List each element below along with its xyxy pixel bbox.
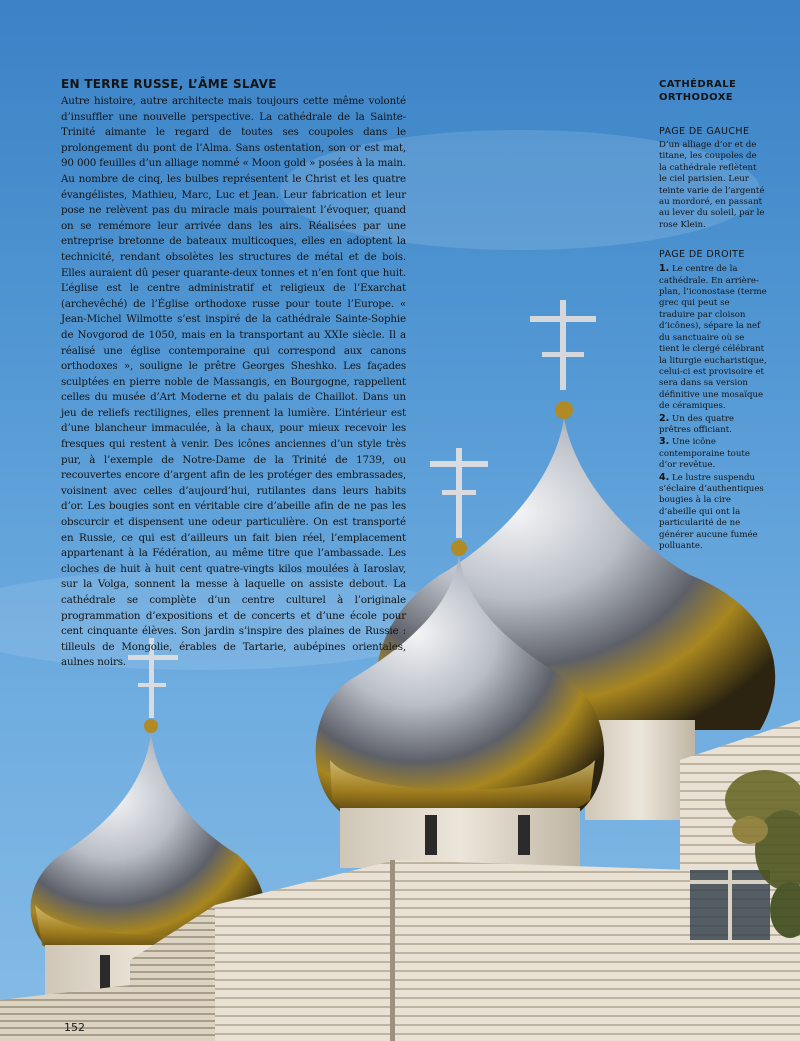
- caption-number: 3.: [659, 436, 670, 448]
- article-column: [61, 76, 406, 671]
- caption-item-4: [659, 472, 767, 553]
- article-body: Autre histoire, autre architecte mais toujours cette même volonté d’insuffler une nouvelle perspective. La cathédrale de la Sainte-Trinité aimante le regard de toutes ses coupoles dans le prolongement du pont de l’Alma. Sans ostentation, son or est mat, 90 000 feuilles d’un alliage nommé « Moon gold » posées à la main. Au nombre de cinq, les bulbes représentent le Christ et les quatre évangélistes, Mathieu, Marc, Luc et Jean. Leur fabrication et leur pose ne relèvent pas du miracle mais pourraient l’évoquer, quand on se remémore leur arrivée dans les airs. Réalisées par une entreprise bretonne de bateaux multicoques, elles en adoptent la technicité, rendant obsolètes les structures de métal et de bois. Elles auraient dû peser quarante-deux tonnes et n’en font que huit. L’église est le centre administratif et religieux de l’Exarchat (archevêché) de l’Église orthodoxe russe pour toute l’Europe. « Jean-Michel Wilmotte s’est inspiré de la cathédrale Sainte-Sophie de Novgorod de 1050, mais en la transportant au XXIe siècle. Il a réalisé une église contemporaine qui correspond aux canons orthodoxes », souligne le prêtre Georges Sheshko. Les façades sculptées en pierre noble de Massangis, en Bourgogne, rappellent celles du musée d’Art Moderne et du palais de Chaillot. Dans un jeu de reliefs rectilignes, elles prennent la lumière. L’intérieur est d’une blancheur immaculée, à la chaux, pour mieux recevoir les fresques qui restent à venir. Des icônes anciennes d’un style très pur, à l’exemple de Notre-Dame de la Trinité de 1739, ou recouvertes encore d’argent afin de les protéger des embrassades, voisinent avec celles d’aujourd’hui, rutilantes dans leurs habits d’or. Les bougies sont en véritable cire d’abeille afin de ne pas les obscurcir et dispensent une odeur particulière. On est transporté en Russie, ce qui est d’ailleurs un fait bien réel, l’emplacement appartenant à la Fédération, au même titre que l’ambassade. Les cloches de huit à huit cent quatre-vingts kilos moulées à Iaroslav, sur la Volga, sonnent la messe à laquelle on assiste debout. La cathédrale se complète d’un centre culturel à l’originale programmation d’expositions et de concerts et d’une école pour cent cinquante élèves. Son jardin s’inspire des plaines de Russie : tilleuls de Mongolie, érables de Tartarie, aubépines orientales, aulnes noirs.: [61, 95, 406, 669]
- caption-text: Un des quatre prêtres officiant.: [659, 413, 735, 435]
- caption-text: Une icône contemporaine toute d’or revêtue.: [659, 437, 750, 471]
- caption-item-3: [659, 436, 767, 471]
- caption-item-1: [659, 263, 767, 412]
- sidebar-title: CATHÉDRALE ORTHODOXE: [659, 79, 737, 103]
- caption-number: 1.: [659, 263, 670, 275]
- caption-number: 4.: [659, 471, 670, 483]
- page-number: 152: [64, 1021, 85, 1034]
- caption-number: 2.: [659, 412, 670, 424]
- left-page-heading: PAGE DE GAUCHE: [659, 126, 750, 137]
- sidebar-captions: [659, 78, 767, 552]
- right-page-heading: PAGE DE DROITE: [659, 249, 745, 261]
- caption-item-2: [659, 413, 767, 437]
- left-page-caption: D’un alliage d’or et de titane, les coupoles de la cathédrale reflètent le ciel parisien. Leur teinte varie de l’argenté au mordoré, en passant au lever du soleil, par le rose Klein.: [659, 140, 765, 230]
- article-title: EN TERRE RUSSE, L’ÂME SLAVE: [61, 77, 277, 91]
- caption-text: Le centre de la cathédrale. En arrière-plan, l’iconostase (terme grec qui peut se traduire par cloison d’icônes), sépare la nef du sanctuaire où se tient le clergé célébrant la liturgie eucharistique, celui-ci est provisoire et sera dans sa version définitive une mosaïque de céramiques.: [659, 264, 767, 412]
- caption-text: Le lustre suspendu s’éclaire d’authentiques bougies à la cire d’abeille qui ont la particularité de ne générer aucune fumée polluante.: [659, 472, 764, 551]
